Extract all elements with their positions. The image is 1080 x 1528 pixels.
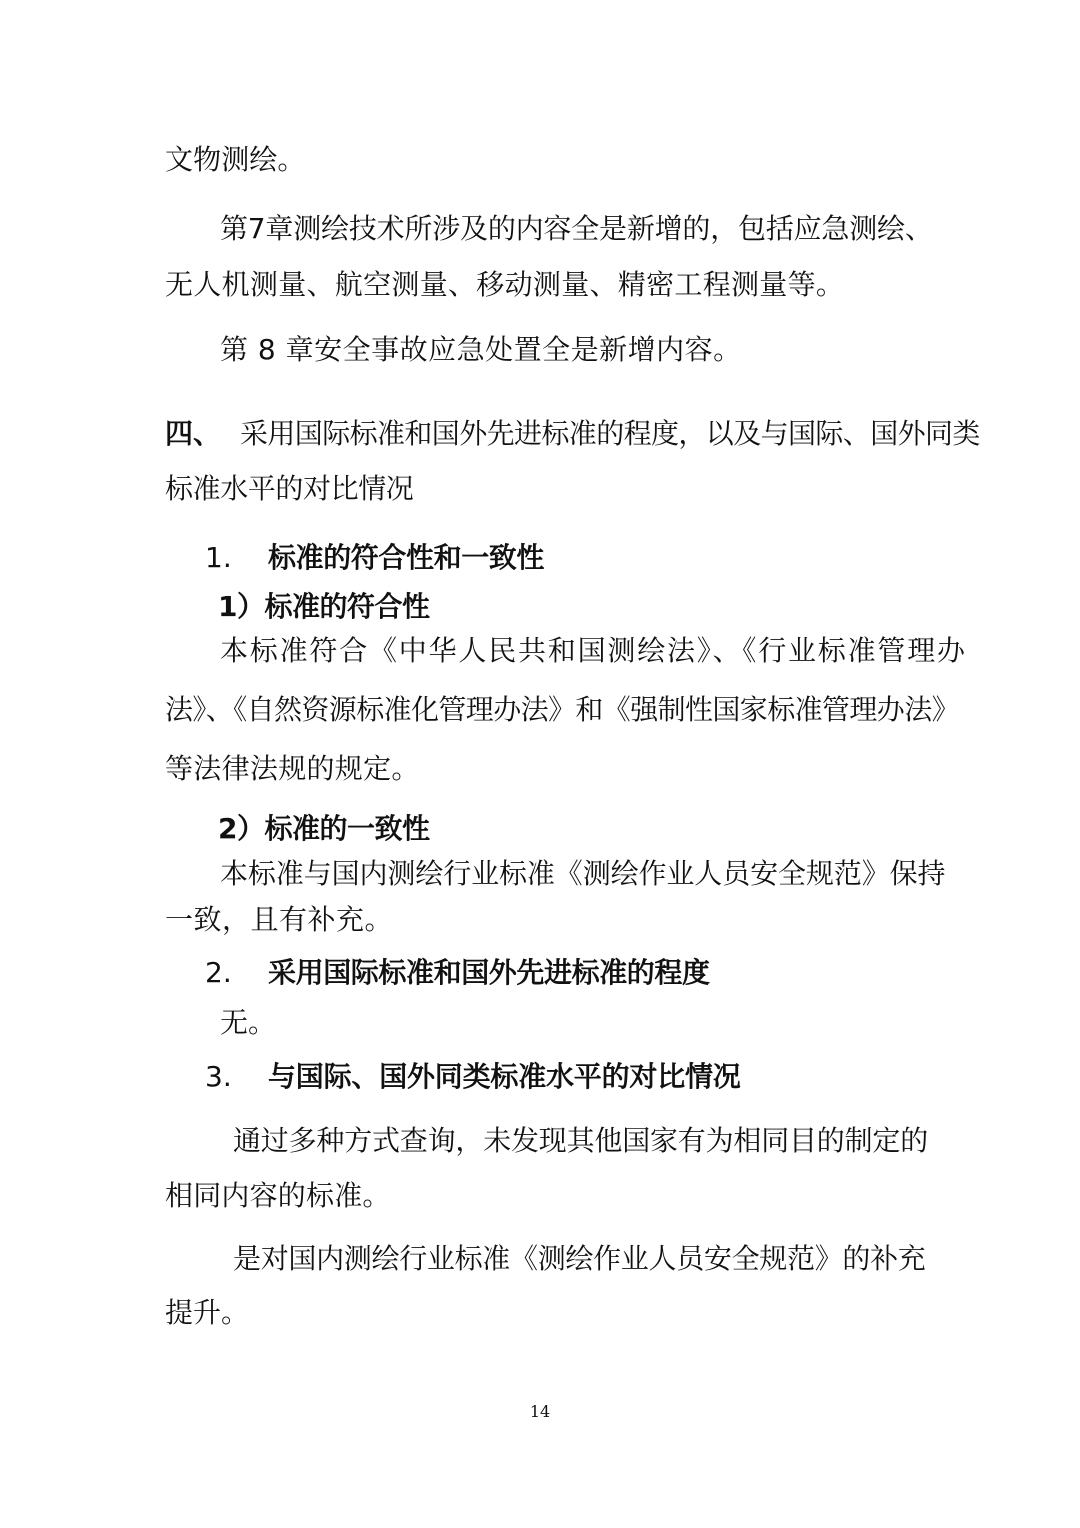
paragraph-line: 文物测绘。 [165,143,306,176]
section-number: 四、 [165,417,222,450]
paragraph-line: 等法律法规的规定。 [165,752,420,785]
paragraph-line: 一致，且有补充。 [165,903,394,936]
item-number: 2. [205,956,232,989]
paragraph-line: 第 8 章安全事故应急处置全是新增内容。 [220,333,742,366]
item-number: 3. [205,1060,232,1093]
item-heading: 标准的符合性和一致性 [268,541,545,574]
paragraph-line: 无人机测量、航空测量、移动测量、精密工程测量等。 [165,268,845,301]
sub-heading: 1）标准的符合性 [218,590,430,623]
section-title: 标准水平的对比情况 [165,472,414,505]
paragraph-line: 本标准符合《中华人民共和国测绘法》、《行业标准管理办 [220,634,967,667]
page-number: 14 [529,1402,551,1421]
paragraph-line: 是对国内测绘行业标准《测绘作业人员安全规范》的补充 [233,1242,926,1275]
sub-heading: 2）标准的一致性 [218,812,430,845]
paragraph-line: 无。 [220,1006,277,1039]
paragraph-line: 提升。 [165,1296,250,1329]
paragraph-line: 第7章测绘技术所涉及的内容全是新增的，包括应急测绘、 [220,212,933,245]
paragraph-line: 法》、《自然资源标准化管理办法》和《强制性国家标准管理办法》 [165,693,960,726]
paragraph-line: 本标准与国内测绘行业标准《测绘作业人员安全规范》保持 [220,857,946,890]
paragraph-line: 通过多种方式查询，未发现其他国家有为相同目的制定的 [233,1124,929,1157]
item-number: 1. [205,541,232,574]
section-title: 采用国际标准和国外先进标准的程度，以及与国际、国外同类 [240,417,980,450]
paragraph-line: 相同内容的标准。 [165,1179,391,1212]
item-heading: 采用国际标准和国外先进标准的程度 [268,956,710,989]
item-heading: 与国际、国外同类标准水平的对比情况 [268,1060,741,1093]
